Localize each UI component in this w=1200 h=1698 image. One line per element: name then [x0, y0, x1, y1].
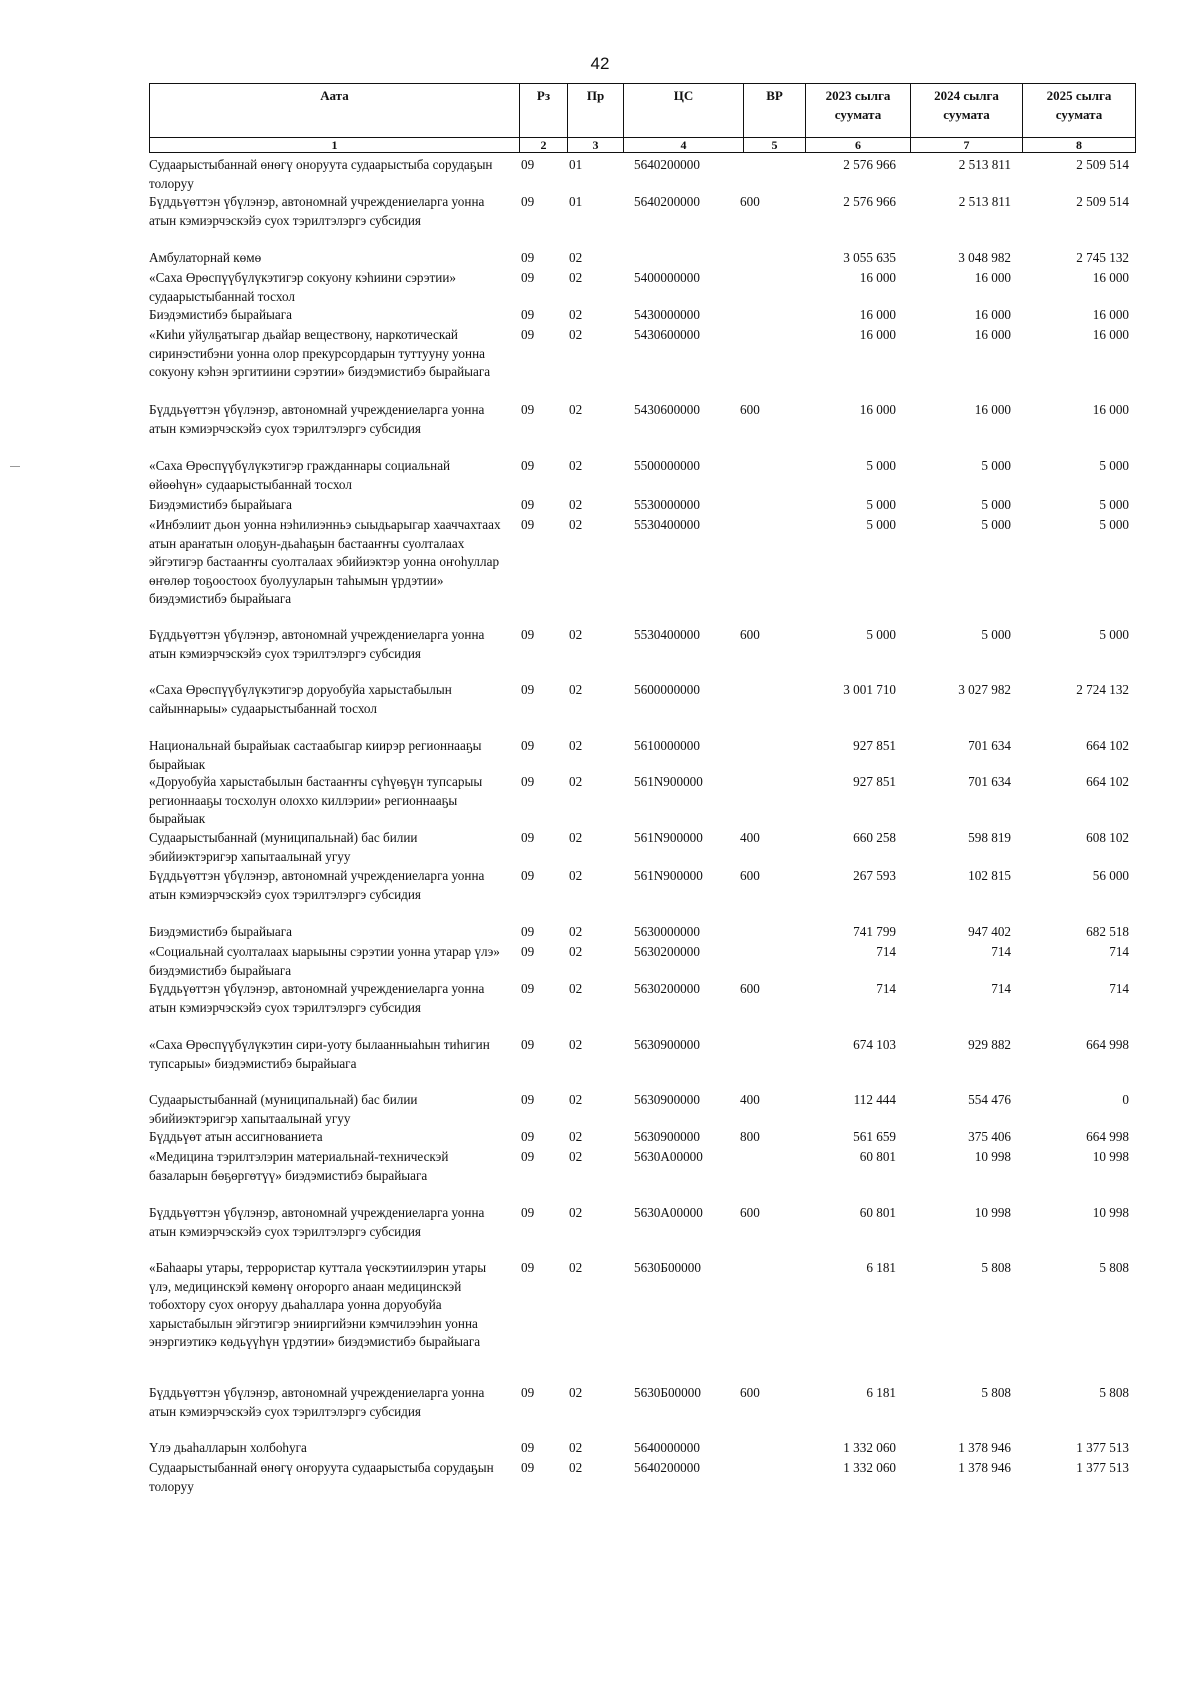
row-amount-2023: 16 000: [859, 270, 896, 285]
row-name: Бүддьүөттэн үбүлэнэр, автономнай учреждениеларга уонна атын кэмиэрчэскэйэ суох тэрилтэлэргэ субсидия: [149, 402, 485, 436]
row-amount-2025: 664 102: [1086, 738, 1129, 753]
row-name: «Киһи уйулҕатыгар дьайар веществону, наркотическай сиринэстибэни уонна олор прекурсордарын туттууну уонна сокуону кэһэн эргитиини сэрэтии» биэдэмистибэ бырайыага: [149, 327, 491, 380]
row-pr: 01: [569, 157, 583, 172]
header-2024: 2024 сылга суумата: [911, 84, 1023, 138]
row-amount-2024: 16 000: [974, 307, 1011, 322]
margin-mark: [10, 466, 20, 467]
row-amount-2024: 5 808: [981, 1260, 1011, 1275]
row-name: «Саха Өрөспүүбүлүкэтигэр доруобуйа харыстабылын сайыннарыы» судаарыстыбаннай тосхол: [149, 682, 452, 716]
row-amount-2025: 714: [1109, 981, 1129, 996]
column-number: 6: [806, 138, 911, 153]
row-amount-2024: 10 998: [974, 1205, 1011, 1220]
row-amount-2024: 5 000: [981, 627, 1011, 642]
row-name: Биэдэмистибэ бырайыага: [149, 924, 292, 939]
row-amount-2025: 608 102: [1086, 830, 1129, 845]
row-cs: 561N900000: [634, 830, 703, 845]
row-rz: 09: [521, 682, 535, 697]
row-name: Биэдэмистибэ бырайыага: [149, 497, 292, 512]
row-vr: 600: [740, 981, 760, 996]
row-name: «Медицина тэрилтэлэрин материальнай-техническэй базаларын бөҕөргөтүү» биэдэмистибэ бырайыага: [149, 1149, 449, 1183]
row-amount-2025: 10 998: [1092, 1149, 1129, 1164]
row-pr: 02: [569, 497, 583, 512]
row-cs: 5530400000: [634, 517, 700, 532]
header-cs: ЦС: [624, 84, 744, 138]
row-vr: 600: [740, 402, 760, 417]
row-cs: 5640200000: [634, 194, 700, 209]
row-rz: 09: [521, 1037, 535, 1052]
row-amount-2024: 929 882: [968, 1037, 1011, 1052]
row-name: Амбулаторнай көмө: [149, 250, 262, 265]
row-pr: 02: [569, 944, 583, 959]
row-rz: 09: [521, 1460, 535, 1475]
row-name: Үлэ дьаһалларын холбоһуга: [149, 1440, 307, 1455]
row-amount-2024: 714: [991, 944, 1011, 959]
row-amount-2023: 2 576 966: [843, 157, 896, 172]
row-rz: 09: [521, 774, 535, 789]
row-amount-2024: 10 998: [974, 1149, 1011, 1164]
row-rz: 09: [521, 194, 535, 209]
row-cs: 5630000000: [634, 924, 700, 939]
header-pr: Пр: [568, 84, 624, 138]
row-pr: 02: [569, 1092, 583, 1107]
row-name: Судаарыстыбаннай өнөгү оҥоруута судаарыстыба сорудаҕын толоруу: [149, 1460, 494, 1494]
row-name: «Социальнай суолталаах ыарыыны сэрэтии уонна утарар үлэ» биэдэмистибэ бырайыага: [149, 944, 500, 978]
row-rz: 09: [521, 250, 535, 265]
row-amount-2023: 5 000: [866, 497, 896, 512]
row-amount-2025: 682 518: [1086, 924, 1129, 939]
row-amount-2024: 598 819: [968, 830, 1011, 845]
row-cs: 561N900000: [634, 868, 703, 883]
row-amount-2025: 2 724 132: [1076, 682, 1129, 697]
row-rz: 09: [521, 738, 535, 753]
row-pr: 02: [569, 1129, 583, 1144]
row-pr: 02: [569, 327, 583, 342]
row-amount-2023: 60 801: [859, 1205, 896, 1220]
row-rz: 09: [521, 830, 535, 845]
row-amount-2023: 1 332 060: [843, 1460, 896, 1475]
row-rz: 09: [521, 924, 535, 939]
row-rz: 09: [521, 157, 535, 172]
header-vr: ВР: [744, 84, 806, 138]
row-vr: 600: [740, 868, 760, 883]
row-cs: 5630200000: [634, 944, 700, 959]
row-amount-2023: 660 258: [853, 830, 896, 845]
row-amount-2023: 5 000: [866, 517, 896, 532]
row-pr: 02: [569, 1037, 583, 1052]
row-amount-2024: 554 476: [968, 1092, 1011, 1107]
row-amount-2025: 2 745 132: [1076, 250, 1129, 265]
row-vr: 800: [740, 1129, 760, 1144]
row-name: Бүддьүөттэн үбүлэнэр, автономнай учреждениеларга уонна атын кэмиэрчэскэйэ суох тэрилтэлэргэ субсидия: [149, 627, 485, 661]
row-amount-2024: 102 815: [968, 868, 1011, 883]
row-rz: 09: [521, 402, 535, 417]
row-pr: 02: [569, 868, 583, 883]
row-amount-2025: 664 998: [1086, 1037, 1129, 1052]
row-pr: 02: [569, 1385, 583, 1400]
row-amount-2023: 6 181: [866, 1260, 896, 1275]
row-amount-2025: 16 000: [1092, 307, 1129, 322]
row-amount-2024: 5 808: [981, 1385, 1011, 1400]
row-vr: 400: [740, 1092, 760, 1107]
row-amount-2024: 16 000: [974, 327, 1011, 342]
row-amount-2023: 1 332 060: [843, 1440, 896, 1455]
row-amount-2025: 10 998: [1092, 1205, 1129, 1220]
row-amount-2023: 674 103: [853, 1037, 896, 1052]
column-number: 2: [520, 138, 568, 153]
row-pr: 02: [569, 458, 583, 473]
row-rz: 09: [521, 868, 535, 883]
row-vr: 600: [740, 1205, 760, 1220]
row-amount-2025: 5 808: [1099, 1260, 1129, 1275]
row-pr: 02: [569, 307, 583, 322]
row-amount-2024: 5 000: [981, 497, 1011, 512]
row-amount-2024: 3 048 982: [958, 250, 1011, 265]
row-rz: 09: [521, 497, 535, 512]
header-2023: 2023 сылга суумата: [806, 84, 911, 138]
row-amount-2024: 2 513 811: [958, 157, 1011, 172]
row-amount-2025: 2 509 514: [1076, 194, 1129, 209]
row-rz: 09: [521, 1440, 535, 1455]
row-amount-2025: 664 998: [1086, 1129, 1129, 1144]
row-amount-2025: 56 000: [1092, 868, 1129, 883]
row-amount-2023: 714: [876, 944, 896, 959]
row-name: Бүддьүөттэн үбүлэнэр, автономнай учреждениеларга уонна атын кэмиэрчэскэйэ суох тэрилтэлэргэ субсидия: [149, 1205, 485, 1239]
row-pr: 02: [569, 738, 583, 753]
row-amount-2024: 2 513 811: [958, 194, 1011, 209]
row-amount-2025: 16 000: [1092, 327, 1129, 342]
row-cs: 5600000000: [634, 682, 700, 697]
row-name: «Доруобуйа харыстабылын бастааҥҥы сүһүөҕүн тупсарыы регионнааҕы тосхолун олоххо киллэрии» регионнааҕы бырайыак: [149, 774, 483, 827]
row-rz: 09: [521, 1385, 535, 1400]
row-pr: 02: [569, 830, 583, 845]
row-pr: 02: [569, 402, 583, 417]
column-number: 3: [568, 138, 624, 153]
row-cs: 5430600000: [634, 402, 700, 417]
table-header: [149, 83, 1136, 153]
row-amount-2024: 1 378 946: [958, 1440, 1011, 1455]
row-amount-2025: 16 000: [1092, 402, 1129, 417]
row-amount-2023: 2 576 966: [843, 194, 896, 209]
row-amount-2023: 3 001 710: [843, 682, 896, 697]
row-pr: 02: [569, 1260, 583, 1275]
header-name: Аата: [150, 84, 520, 138]
row-rz: 09: [521, 627, 535, 642]
row-name: «Саха Өрөспүүбүлүкэтигэр гражданнары социальнай өйөөһүн» судаарыстыбаннай тосхол: [149, 458, 451, 492]
row-rz: 09: [521, 1149, 535, 1164]
row-amount-2024: 16 000: [974, 270, 1011, 285]
row-amount-2025: 16 000: [1092, 270, 1129, 285]
row-amount-2023: 5 000: [866, 627, 896, 642]
row-amount-2025: 664 102: [1086, 774, 1129, 789]
row-name: «Баһаары утары, террористар куттала үөскэтиилэрин утары үлэ, медицинскэй көмөнү оҥорорго анаан медицинскэй тобохтору суох оҥоруу дьаһаллара уонна доруобуйа харыстабылын эйгэтигэр энииргийэни кэмчилээһин уонна энэргиэтикэ көдьүүһүн үрдэтии» биэдэмистибэ бырайыага: [149, 1260, 487, 1350]
column-number: 8: [1023, 138, 1136, 153]
row-cs: 5500000000: [634, 458, 700, 473]
row-pr: 02: [569, 1460, 583, 1475]
row-amount-2024: 3 027 982: [958, 682, 1011, 697]
row-amount-2024: 701 634: [968, 774, 1011, 789]
row-name: Бүддьүөт атын ассигнованиета: [149, 1129, 323, 1144]
row-amount-2023: 60 801: [859, 1149, 896, 1164]
row-amount-2025: 5 000: [1099, 458, 1129, 473]
row-amount-2023: 741 799: [853, 924, 896, 939]
row-amount-2025: 5 000: [1099, 517, 1129, 532]
row-cs: 5630200000: [634, 981, 700, 996]
row-amount-2023: 6 181: [866, 1385, 896, 1400]
row-pr: 02: [569, 270, 583, 285]
page-number: 42: [590, 54, 610, 73]
row-name: Судаарыстыбаннай өнөгү оноруута судаарыстыба сорудаҕын толоруу: [149, 157, 493, 191]
row-cs: 5400000000: [634, 270, 700, 285]
row-name: Судаарыстыбаннай (муниципальнай) бас билии эбийиэктэригэр хапытаалынай угуу: [149, 1092, 418, 1126]
row-amount-2023: 112 444: [853, 1092, 896, 1107]
row-amount-2025: 714: [1109, 944, 1129, 959]
row-rz: 09: [521, 1205, 535, 1220]
row-name: Бүддьүөттэн үбүлэнэр, автономнай учреждениеларга уонна атын кэмиэрчэскэйэ суох тэрилтэлэргэ субсидия: [149, 981, 485, 1015]
row-amount-2023: 16 000: [859, 307, 896, 322]
row-amount-2025: 1 377 513: [1076, 1440, 1129, 1455]
row-rz: 09: [521, 944, 535, 959]
row-pr: 02: [569, 1149, 583, 1164]
row-rz: 09: [521, 458, 535, 473]
row-name: Бүддьүөттэн үбүлэнэр, автономнай учреждениеларга уонна атын кэмиэрчэскэйэ суох тэрилтэлэргэ субсидия: [149, 1385, 485, 1419]
row-vr: 600: [740, 627, 760, 642]
row-cs: 5430600000: [634, 327, 700, 342]
row-name: Бүддьүөттэн үбүлэнэр, автономнай учреждениеларга уонна атын кэмиэрчэскэйэ суох тэрилтэлэргэ субсидия: [149, 868, 485, 902]
row-rz: 09: [521, 307, 535, 322]
row-pr: 02: [569, 1205, 583, 1220]
row-name: «Саха Өрөспүүбүлүкэтигэр сокуону кэһиини сэрэтии» судаарыстыбаннай тосхол: [149, 270, 456, 304]
row-amount-2024: 5 000: [981, 458, 1011, 473]
row-rz: 09: [521, 517, 535, 532]
row-cs: 5630900000: [634, 1129, 700, 1144]
row-rz: 09: [521, 1260, 535, 1275]
row-vr: 400: [740, 830, 760, 845]
row-rz: 09: [521, 270, 535, 285]
row-amount-2023: 3 055 635: [843, 250, 896, 265]
row-cs: 5630А00000: [634, 1149, 703, 1164]
row-name: Национальнай бырайыак састаабыгар киирэр регионнааҕы бырайыак: [149, 738, 482, 772]
row-cs: 561N900000: [634, 774, 703, 789]
row-name: «Инбэлиит дьон уонна нэһилиэнньэ сыыдьарыгар хааччахтаах атын араҥатын олоҕун-дьаһаҕын бастааҥҥы суолталаах эйгэтигэр бастааҥҥы суолталаах эбийиэктэр уонна оҥоһуллар өҥөлөр тоҕоостоох буолууларын таһымын үрдэтии» биэдэмистибэ бырайыага: [149, 517, 501, 607]
row-amount-2024: 714: [991, 981, 1011, 996]
row-amount-2024: 16 000: [974, 402, 1011, 417]
row-cs: 5640200000: [634, 1460, 700, 1475]
row-amount-2023: 267 593: [853, 868, 896, 883]
row-cs: 5640000000: [634, 1440, 700, 1455]
row-cs: 5630Б00000: [634, 1260, 701, 1275]
row-amount-2023: 927 851: [853, 774, 896, 789]
row-cs: 5640200000: [634, 157, 700, 172]
row-cs: 5630900000: [634, 1037, 700, 1052]
row-rz: 09: [521, 327, 535, 342]
row-vr: 600: [740, 1385, 760, 1400]
row-amount-2023: 16 000: [859, 402, 896, 417]
row-amount-2023: 16 000: [859, 327, 896, 342]
row-amount-2025: 0: [1122, 1092, 1129, 1107]
row-amount-2025: 1 377 513: [1076, 1460, 1129, 1475]
row-rz: 09: [521, 1129, 535, 1144]
row-amount-2025: 5 000: [1099, 627, 1129, 642]
column-number: 5: [744, 138, 806, 153]
row-amount-2024: 947 402: [968, 924, 1011, 939]
row-pr: 02: [569, 250, 583, 265]
header-2025: 2025 сылга суумата: [1023, 84, 1136, 138]
row-cs: 5530400000: [634, 627, 700, 642]
row-cs: 5630900000: [634, 1092, 700, 1107]
row-cs: 5630А00000: [634, 1205, 703, 1220]
row-cs: 5530000000: [634, 497, 700, 512]
row-pr: 02: [569, 924, 583, 939]
column-number: 1: [150, 138, 520, 153]
row-pr: 01: [569, 194, 583, 209]
row-amount-2024: 1 378 946: [958, 1460, 1011, 1475]
row-pr: 02: [569, 627, 583, 642]
row-amount-2023: 5 000: [866, 458, 896, 473]
row-amount-2024: 701 634: [968, 738, 1011, 753]
row-vr: 600: [740, 194, 760, 209]
row-amount-2023: 927 851: [853, 738, 896, 753]
row-rz: 09: [521, 981, 535, 996]
row-rz: 09: [521, 1092, 535, 1107]
row-name: Бүддьүөттэн үбүлэнэр, автономнай учреждениеларга уонна атын кэмиэрчэскэйэ суох тэрилтэлэргэ субсидия: [149, 194, 485, 228]
row-cs: 5610000000: [634, 738, 700, 753]
row-pr: 02: [569, 1440, 583, 1455]
row-name: Биэдэмистибэ бырайыага: [149, 307, 292, 322]
row-pr: 02: [569, 774, 583, 789]
row-pr: 02: [569, 981, 583, 996]
row-amount-2025: 5 808: [1099, 1385, 1129, 1400]
column-number: 4: [624, 138, 744, 153]
row-amount-2024: 5 000: [981, 517, 1011, 532]
row-amount-2025: 5 000: [1099, 497, 1129, 512]
row-name: Судаарыстыбаннай (муниципальнай) бас билии эбийиэктэригэр хапытаалынай угуу: [149, 830, 418, 864]
row-pr: 02: [569, 517, 583, 532]
header-rz: Рз: [520, 84, 568, 138]
row-amount-2023: 561 659: [853, 1129, 896, 1144]
row-amount-2025: 2 509 514: [1076, 157, 1129, 172]
row-name: «Саха Өрөспүүбүлүкэтин сири-уоту былаанныаһын тиһигин тупсарыы» биэдэмистибэ бырайыага: [149, 1037, 490, 1071]
row-amount-2023: 714: [876, 981, 896, 996]
row-cs: 5630Б00000: [634, 1385, 701, 1400]
row-amount-2024: 375 406: [968, 1129, 1011, 1144]
row-cs: 5430000000: [634, 307, 700, 322]
column-number: 7: [911, 138, 1023, 153]
row-pr: 02: [569, 682, 583, 697]
